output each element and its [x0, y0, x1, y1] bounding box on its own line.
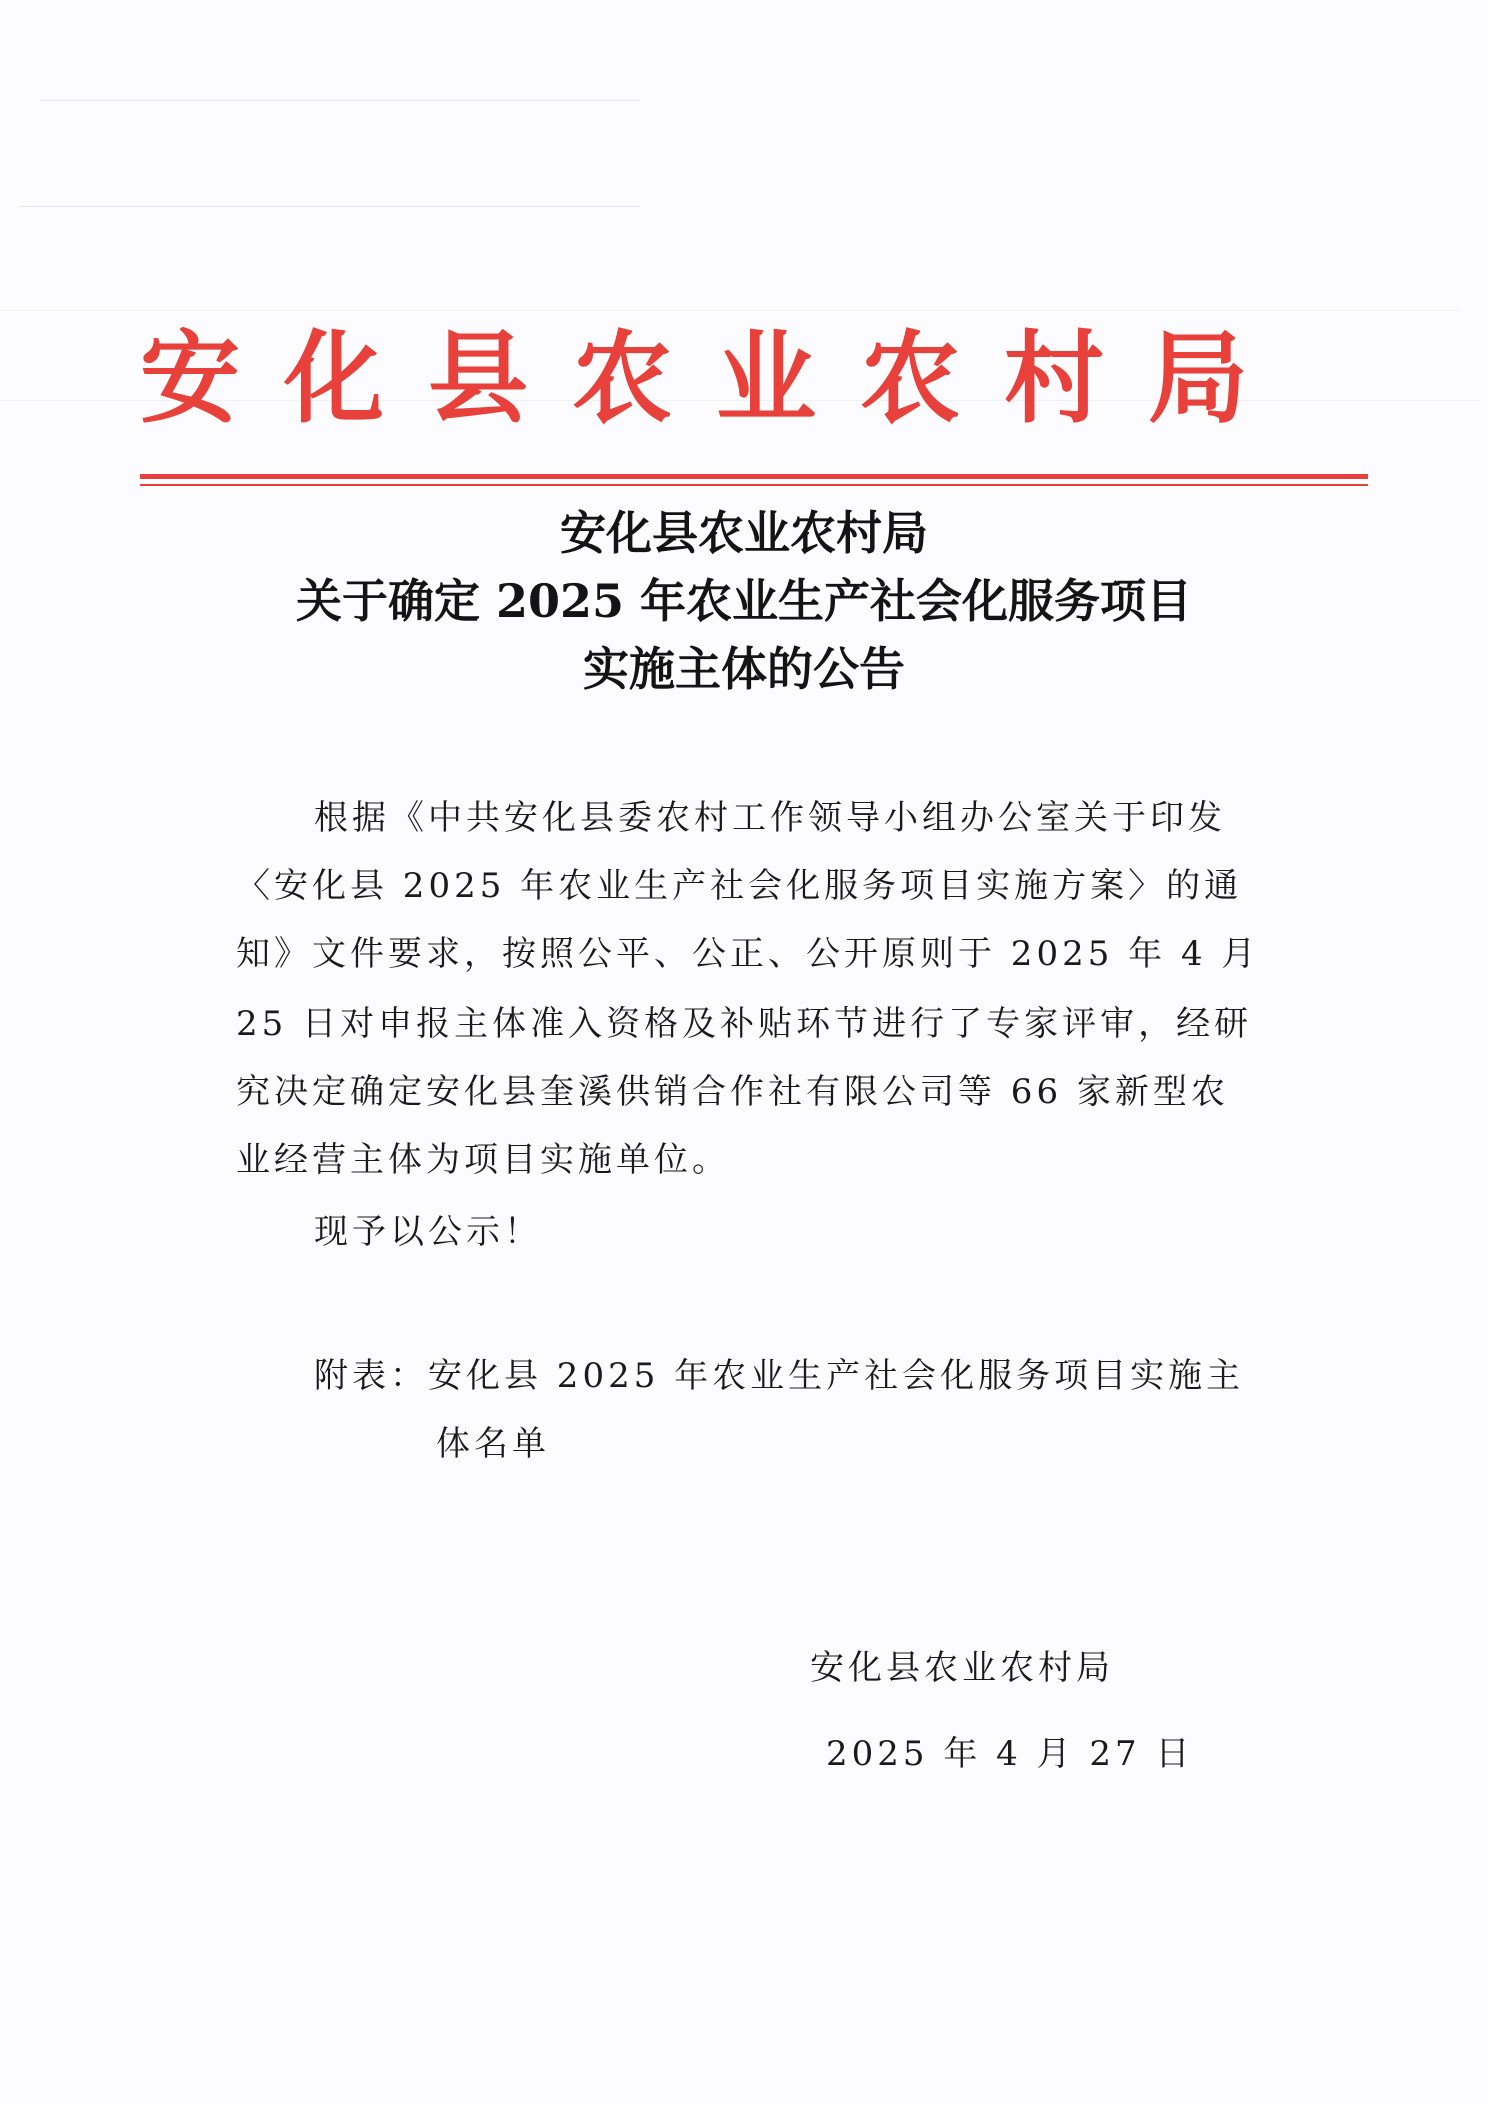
letterhead-title: 安化县农业农村局 [140, 319, 1292, 437]
letterhead-rule-thick [140, 474, 1368, 479]
notice-text: 现予以公示！ [314, 1212, 542, 1252]
signature-date: 2025 年 4 月 27 日 [826, 1734, 1194, 1774]
body-line-1: 根据《中共安化县委农村工作领导小组办公室关于印发 [314, 798, 1226, 838]
doc-title-line-2: 关于确定 2025 年农业生产社会化服务项目 [295, 574, 1193, 628]
body-line-2: 〈安化县 2025 年农业生产社会化服务项目实施方案〉的通 [236, 866, 1243, 906]
body-line-5: 究决定确定安化县奎溪供销合作社有限公司等 66 家新型农 [236, 1072, 1229, 1112]
doc-title-line-1: 安化县农业农村局 [560, 506, 928, 560]
signature-org: 安化县农业农村局 [810, 1648, 1114, 1688]
body-line-3: 知》文件要求，按照公平、公正、公开原则于 2025 年 4 月 [236, 934, 1260, 974]
body-line-4: 25 日对申报主体准入资格及补贴环节进行了专家评审，经研 [236, 1004, 1253, 1044]
attachment-line-2: 体名单 [436, 1424, 550, 1464]
letterhead-rule-thin [140, 484, 1368, 486]
scan-artifact [0, 310, 1460, 311]
scan-artifact [20, 206, 640, 207]
attachment-line-1: 附表：安化县 2025 年农业生产社会化服务项目实施主 [314, 1356, 1245, 1396]
doc-title-line-3: 实施主体的公告 [583, 642, 905, 696]
body-line-6: 业经营主体为项目实施单位。 [236, 1140, 730, 1180]
scan-artifact [40, 100, 640, 101]
